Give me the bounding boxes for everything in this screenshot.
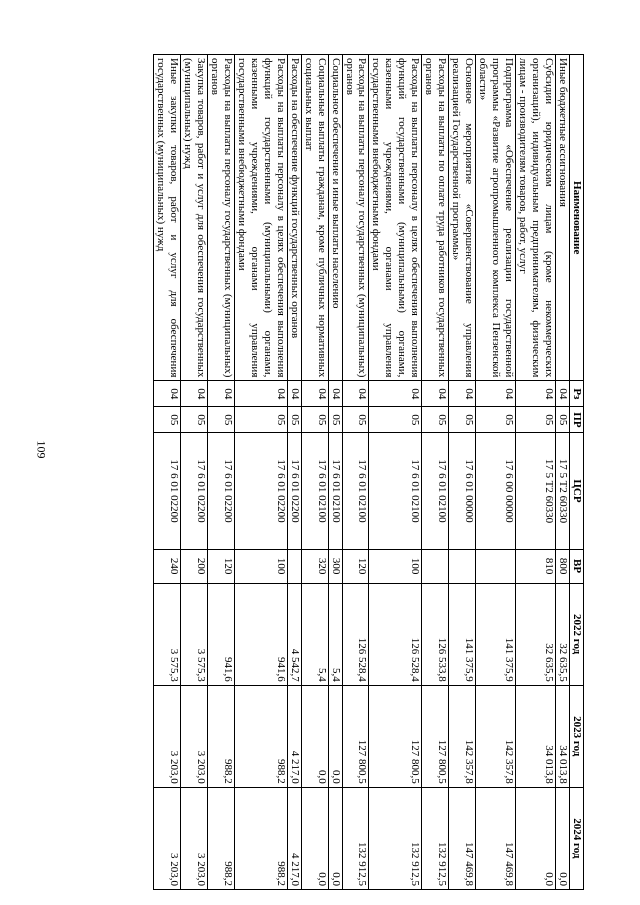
row-2022: 141 375,9 (476, 583, 516, 685)
row-2022: 32 635,5 (516, 583, 556, 685)
row-2024: 0,0 (516, 787, 556, 889)
row-2023: 127 800,5 (369, 685, 422, 787)
row-pr: 05 (556, 407, 570, 433)
row-csr: 17 6 01 02200 (154, 433, 181, 549)
row-2022: 5,4 (301, 583, 328, 685)
row-rz: 04 (422, 381, 449, 407)
row-2023: 0,0 (328, 685, 342, 787)
row-csr: 17 6 01 02200 (207, 433, 234, 549)
row-name: Расходы на выплаты по оплате труда работников государственных органов (422, 55, 449, 381)
row-pr: 05 (516, 407, 556, 433)
row-2024: 132 912,5 (369, 787, 422, 889)
row-2022: 126 533,8 (422, 583, 449, 685)
row-2022: 126 528,4 (342, 583, 369, 685)
row-vr (422, 549, 449, 583)
row-pr: 05 (449, 407, 476, 433)
row-2024: 988,2 (234, 787, 287, 889)
table-row (154, 55, 181, 890)
row-pr: 05 (369, 407, 422, 433)
row-2022: 3 575,3 (180, 583, 207, 685)
row-rz: 04 (301, 381, 328, 407)
header-name: Наименование (570, 55, 584, 381)
row-vr: 100 (369, 549, 422, 583)
row-2023: 127 800,5 (422, 685, 449, 787)
header-pr: ПР (570, 407, 584, 433)
header-vr: ВР (570, 549, 584, 583)
row-rz: 04 (342, 381, 369, 407)
header-2024: 2024 год (570, 787, 584, 889)
row-rz: 04 (234, 381, 287, 407)
row-2024: 0,0 (301, 787, 328, 889)
row-name: Социальное обеспечение и иные выплаты населению (328, 55, 342, 381)
row-vr (287, 549, 301, 583)
table-row (301, 55, 328, 890)
row-2023: 142 357,8 (476, 685, 516, 787)
row-2023: 988,2 (234, 685, 287, 787)
row-pr: 05 (180, 407, 207, 433)
row-2024: 3 203,0 (180, 787, 207, 889)
row-2024: 0,0 (328, 787, 342, 889)
row-vr: 120 (207, 549, 234, 583)
row-pr: 05 (207, 407, 234, 433)
row-name: Расходы на выплаты персоналу государственных (муниципальных) органов (342, 55, 369, 381)
row-2022: 32 635,5 (556, 583, 570, 685)
row-name: Расходы на выплаты персоналу государственных (муниципальных) органов (207, 55, 234, 381)
row-2023: 4 217,0 (287, 685, 301, 787)
row-2022: 941,6 (207, 583, 234, 685)
row-rz: 04 (369, 381, 422, 407)
row-vr: 120 (342, 549, 369, 583)
row-rz: 04 (449, 381, 476, 407)
row-2023: 34 013,8 (516, 685, 556, 787)
row-vr: 800 (556, 549, 570, 583)
row-rz: 04 (476, 381, 516, 407)
row-vr: 200 (180, 549, 207, 583)
row-rz: 04 (180, 381, 207, 407)
table-row (207, 55, 234, 890)
table-row (234, 55, 287, 890)
table-row (556, 55, 570, 890)
row-csr: 17 6 00 00000 (476, 433, 516, 549)
row-pr: 05 (342, 407, 369, 433)
table-row (287, 55, 301, 890)
row-name: Закупка товаров, работ и услуг для обеспечения государственных (муниципальных) нужд (180, 55, 207, 381)
row-2022: 941,6 (234, 583, 287, 685)
row-pr: 05 (154, 407, 181, 433)
row-2024: 132 912,5 (422, 787, 449, 889)
table-row (369, 55, 422, 890)
row-pr: 05 (287, 407, 301, 433)
table-row (516, 55, 556, 890)
row-vr: 320 (301, 549, 328, 583)
row-name: Социальные выплаты гражданам, кроме публичных нормативных социальных выплат (301, 55, 328, 381)
row-csr: 17 6 01 00000 (449, 433, 476, 549)
table-row (180, 55, 207, 890)
row-vr (449, 549, 476, 583)
row-pr: 05 (422, 407, 449, 433)
table-row (328, 55, 342, 890)
row-pr: 05 (234, 407, 287, 433)
row-csr: 17 6 01 02200 (234, 433, 287, 549)
row-2022: 141 375,9 (449, 583, 476, 685)
header-2023: 2023 год (570, 685, 584, 787)
row-pr: 05 (301, 407, 328, 433)
row-rz: 04 (556, 381, 570, 407)
row-2024: 0,0 (556, 787, 570, 889)
row-csr: 17 6 01 02100 (422, 433, 449, 549)
table-row (449, 55, 476, 890)
table-row (422, 55, 449, 890)
row-csr: 17 5 T2 60330 (556, 433, 570, 549)
table-row (476, 55, 516, 890)
row-2022: 4 542,7 (287, 583, 301, 685)
row-2024: 132 912,5 (342, 787, 369, 889)
row-2023: 3 203,0 (180, 685, 207, 787)
row-name: Основное мероприятие «Совершенствование управления реализацией Государственной программы» (449, 55, 476, 381)
row-2023: 988,2 (207, 685, 234, 787)
row-pr: 05 (328, 407, 342, 433)
row-csr: 17 6 01 02100 (369, 433, 422, 549)
budget-table (153, 54, 584, 890)
row-rz: 04 (207, 381, 234, 407)
row-2024: 147 469,8 (476, 787, 516, 889)
row-2022: 5,4 (328, 583, 342, 685)
row-2022: 3 575,3 (154, 583, 181, 685)
row-2023: 34 013,8 (556, 685, 570, 787)
header-2022: 2022 год (570, 583, 584, 685)
row-csr: 17 6 01 02100 (342, 433, 369, 549)
row-2023: 127 800,5 (342, 685, 369, 787)
row-rz: 04 (287, 381, 301, 407)
row-csr: 17 6 01 02100 (328, 433, 342, 549)
row-2023: 0,0 (301, 685, 328, 787)
header-csr: ЦСР (570, 433, 584, 549)
row-name: Расходы на выплаты персоналу в целях обеспечения выполнения функций государственными (муниципальными) органами, казенными учреждениями, органами управления государственными внебюджетными фондами (234, 55, 287, 381)
row-name: Субсидии юридическим лицам (кроме некоммерческих организаций), индивидуальным предпринимателям, физическим лицам - производителям товаров, работ, услуг (516, 55, 556, 381)
page-number: 109 (34, 440, 49, 459)
row-2024: 988,2 (207, 787, 234, 889)
row-name: Иные закупки товаров, работ и услуг для обеспечения государственных (муниципальных) нужд (154, 55, 181, 381)
row-name: Расходы на обеспечение функций государственных органов (287, 55, 301, 381)
row-rz: 04 (516, 381, 556, 407)
row-pr: 05 (476, 407, 516, 433)
row-name: Расходы на выплаты персоналу в целях обеспечения выполнения функций государственными (муниципальными) органами, казенными учреждениями, органами управления государственными внебюджетными фондами (369, 55, 422, 381)
table-header-row (570, 55, 584, 890)
row-vr (476, 549, 516, 583)
row-2023: 3 203,0 (154, 685, 181, 787)
row-rz: 04 (328, 381, 342, 407)
row-2024: 147 469,8 (449, 787, 476, 889)
row-vr: 300 (328, 549, 342, 583)
table-row (342, 55, 369, 890)
row-rz: 04 (154, 381, 181, 407)
row-2022: 126 528,4 (369, 583, 422, 685)
row-csr: 17 6 01 02200 (180, 433, 207, 549)
row-vr: 240 (154, 549, 181, 583)
row-name: Иные бюджетные ассигнования (556, 55, 570, 381)
header-rz: Рз (570, 381, 584, 407)
budget-table-container (84, 54, 584, 890)
row-vr: 810 (516, 549, 556, 583)
row-csr: 17 6 01 02200 (287, 433, 301, 549)
row-name: Подпрограмма «Обеспечение реализации государственной программы «Развитие агропромышленного комплекса Пензенской области» (476, 55, 516, 381)
row-vr: 100 (234, 549, 287, 583)
row-2024: 4 217,0 (287, 787, 301, 889)
row-2024: 3 203,0 (154, 787, 181, 889)
row-csr: 17 5 T2 60330 (516, 433, 556, 549)
row-2023: 142 357,8 (449, 685, 476, 787)
row-csr: 17 6 01 02100 (301, 433, 328, 549)
